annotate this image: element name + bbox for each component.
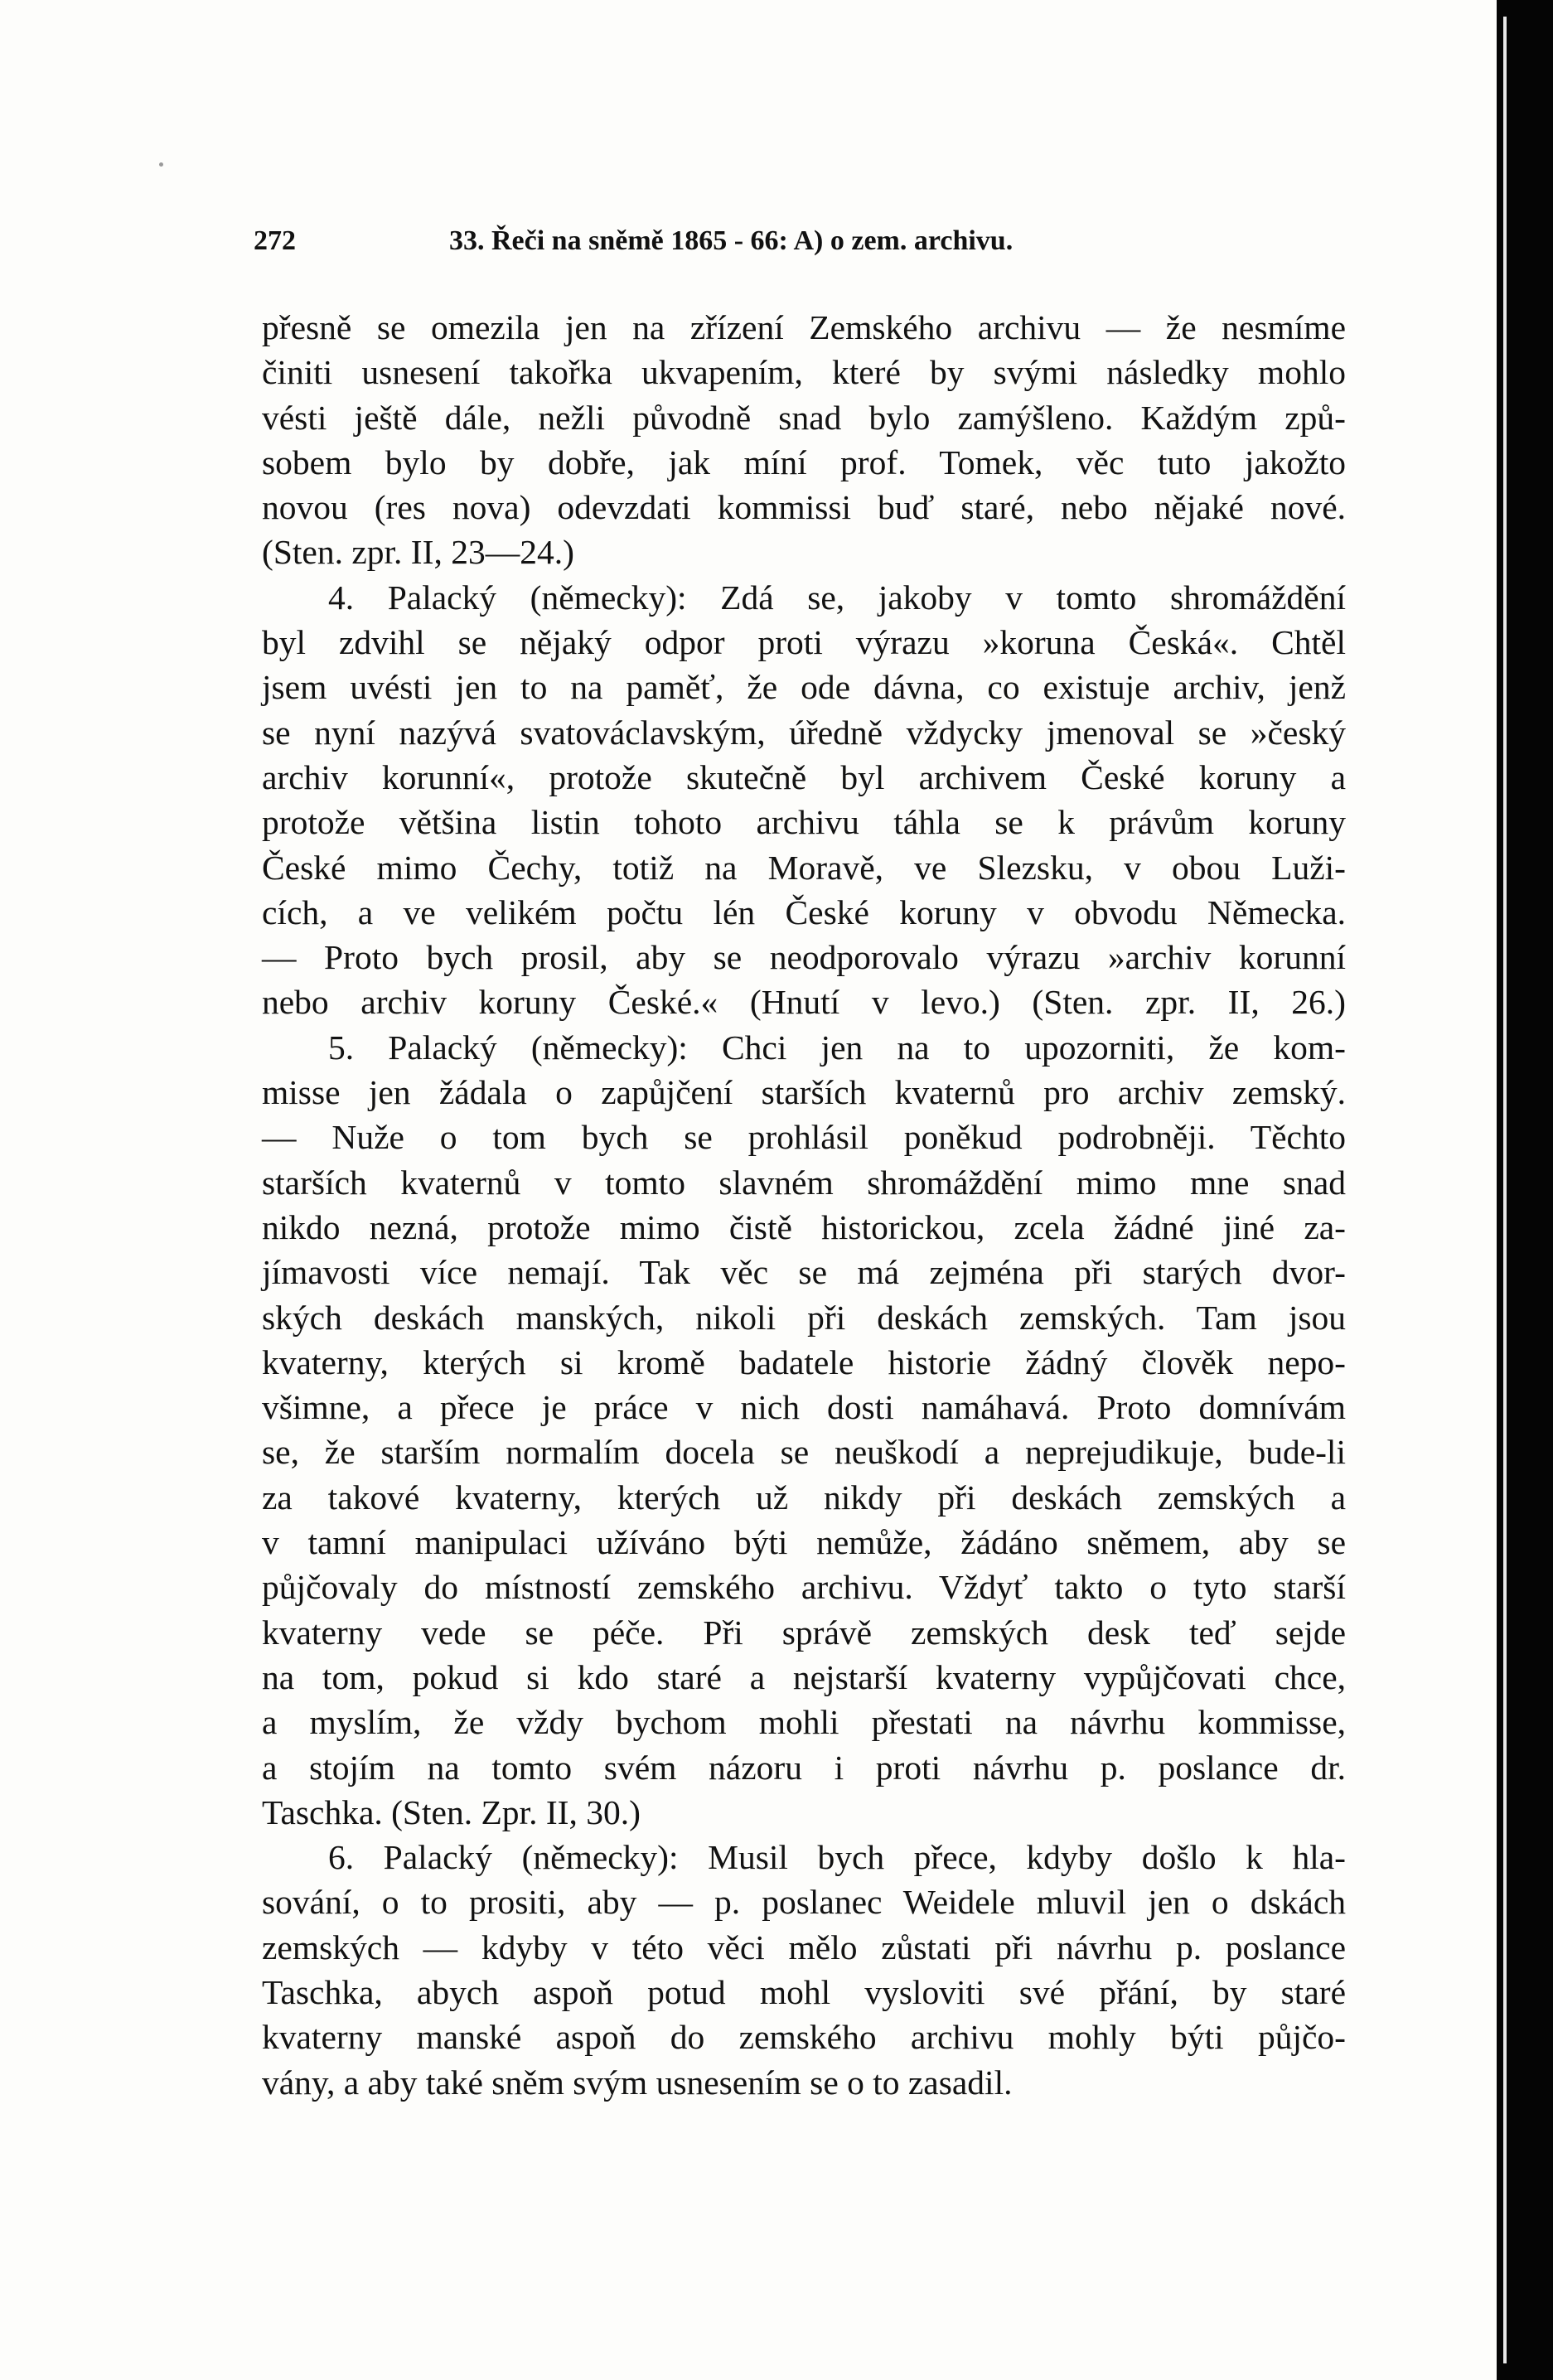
text-line: kvaterny vede se péče. Při správě zemských desk teď sejde bbox=[262, 1613, 1346, 1652]
text-line: byl zdvihl se nějaký odpor proti výrazu »koruna Česká«. Chtěl bbox=[262, 623, 1346, 662]
text-line: všimne, a přece je práce v nich dosti namáhavá. Proto domnívám bbox=[262, 1388, 1346, 1427]
text-line: kvaterny, kterých si kromě badatele historie žádný člověk nepo- bbox=[262, 1342, 1346, 1381]
text-line: činiti usnesení takořka ukvapením, které by svými následky mohlo bbox=[262, 353, 1346, 392]
text-line: České mimo Čechy, totiž na Moravě, ve Slezsku, v obou Luži- bbox=[262, 848, 1346, 887]
text-line: nebo archiv koruny České.« (Hnutí v levo.) (Sten. zpr. II, 26.) bbox=[262, 983, 1346, 1022]
text-line: v tamní manipulaci užíváno býti nemůže, žádáno sněmem, aby se bbox=[262, 1523, 1346, 1562]
paragraph-4-start: 4. Palacký (německy): Zdá se, jakoby v tomto shromáždění bbox=[328, 578, 1346, 617]
scan-edge-line bbox=[1503, 17, 1507, 2363]
text-line: novou (res nova) odevzdati kommissi buď staré, nebo nějaké nové. bbox=[262, 488, 1346, 527]
text-line: se, že starším normalím docela se neuškodí a neprejudikuje, bude-li bbox=[262, 1433, 1346, 1472]
text-line: půjčovaly do místností zemského archivu. Vždyť takto o tyto starší bbox=[262, 1568, 1346, 1607]
text-line: protože většina listin tohoto archivu táhla se k právům koruny bbox=[262, 803, 1346, 842]
speck-mark bbox=[159, 162, 163, 167]
text-line: Taschka. (Sten. Zpr. II, 30.) bbox=[262, 1792, 641, 1831]
paragraph-5-start: 5. Palacký (německy): Chci jen na to upozorniti, že kom- bbox=[328, 1028, 1346, 1067]
text-line: jímavosti více nemají. Tak věc se má zejména při starých dvor- bbox=[262, 1253, 1346, 1292]
text-line: zemských — kdyby v této věci mělo zůstati při návrhu p. poslance bbox=[262, 1928, 1346, 1966]
text-line: — Nuže o tom bych se prohlásil poněkud podrobněji. Těchto bbox=[262, 1118, 1346, 1157]
text-line: cích, a ve velikém počtu lén České koruny v obvodu Německa. bbox=[262, 892, 1346, 931]
text-line: nikdo nezná, protože mimo čistě historickou, zcela žádné jiné za- bbox=[262, 1207, 1346, 1246]
text-line: na tom, pokud si kdo staré a nejstarší kvaterny vypůjčovati chce, bbox=[262, 1657, 1346, 1696]
text-line: sování, o to prositi, aby — p. poslanec Weidele mluvil jen o dskách bbox=[262, 1883, 1346, 1922]
text-line: misse jen žádala o zapůjčení starších kvaternů pro archiv zemský. bbox=[262, 1073, 1346, 1112]
text-line: a stojím na tomto svém názoru i proti návrhu p. poslance dr. bbox=[262, 1748, 1346, 1787]
text-line: jsem uvésti jen to na paměť, že ode dávna, co existuje archiv, jenž bbox=[262, 668, 1346, 707]
text-line: starších kvaternů v tomto slavném shromáždění mimo mne snad bbox=[262, 1163, 1346, 1202]
body-text bbox=[262, 305, 1346, 2105]
text-line: přesně se omezila jen na zřízení Zemského archivu — že nesmíme bbox=[262, 308, 1346, 346]
text-line: kvaterny manské aspoň do zemského archivu mohly býti půjčo- bbox=[262, 2018, 1346, 2057]
text-line: a myslím, že vždy bychom mohli přestati na návrhu kommisse, bbox=[262, 1703, 1346, 1742]
page-header bbox=[254, 225, 1343, 265]
text-line: za takové kvaterny, kterých už nikdy při deskách zemských a bbox=[262, 1478, 1346, 1517]
text-line: Taschka, abych aspoň potud mohl vysloviti své přání, by staré bbox=[262, 1972, 1346, 2011]
text-line: se nyní nazývá svatováclavským, úředně vždycky jmenoval se »český bbox=[262, 713, 1346, 752]
paragraph-6-start: 6. Palacký (německy): Musil bych přece, kdyby došlo k hla- bbox=[328, 1838, 1346, 1877]
text-line: vésti ještě dále, nežli původně snad bylo zamýšleno. Každým způ- bbox=[262, 398, 1346, 437]
page-number: 272 bbox=[254, 225, 296, 256]
text-line: sobem bylo by dobře, jak míní prof. Tomek, věc tuto jakožto bbox=[262, 443, 1346, 481]
text-line: archiv korunní«, protože skutečně byl archivem České koruny a bbox=[262, 757, 1346, 796]
running-title: 33. Řeči na sněmě 1865 - 66: A) o zem. archivu. bbox=[449, 225, 1014, 256]
text-line: — Proto bych prosil, aby se neodporovalo výrazu »archiv korunní bbox=[262, 938, 1346, 977]
text-line: (Sten. zpr. II, 23—24.) bbox=[262, 533, 574, 572]
text-line: ských deskách manských, nikoli při deskách zemských. Tam jsou bbox=[262, 1298, 1346, 1337]
text-line: vány, a aby také sněm svým usnesením se o to zasadil. bbox=[262, 2063, 1013, 2102]
